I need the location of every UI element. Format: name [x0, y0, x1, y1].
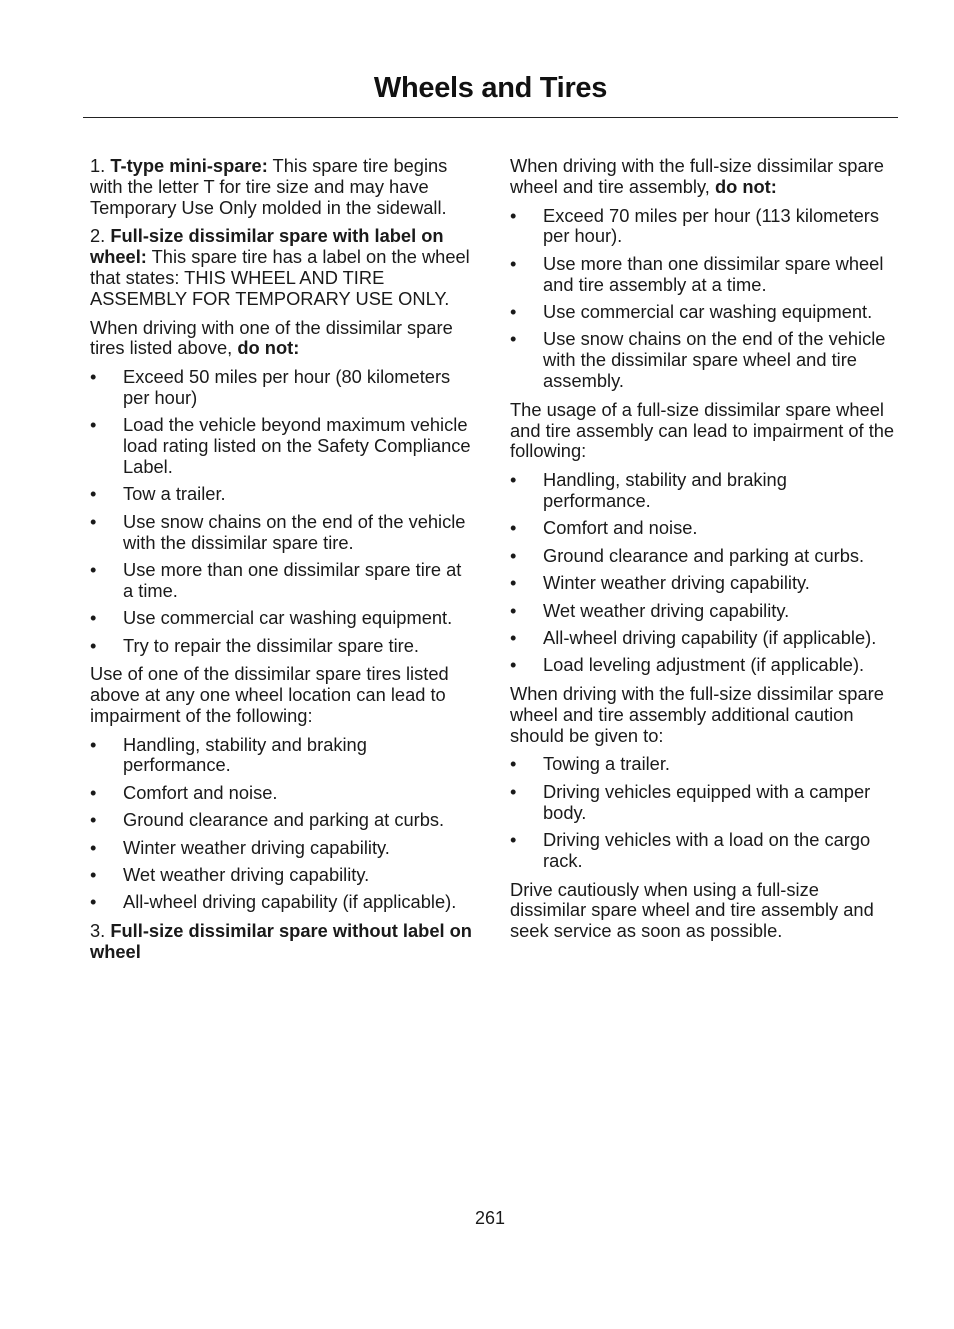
- list-item-text: Comfort and noise.: [543, 517, 698, 539]
- bullet-icon: •: [510, 626, 517, 648]
- right-usage-list: [510, 470, 896, 676]
- list-item: [90, 367, 474, 409]
- item-1-number: 1.: [90, 155, 106, 176]
- list-item: [90, 415, 474, 477]
- bullet-icon: •: [510, 654, 517, 676]
- bullet-icon: •: [510, 252, 517, 274]
- item-2-paragraph: [90, 226, 474, 309]
- item-3-heading: Full-size dissimilar spare without label on wheel: [90, 920, 472, 963]
- list-item-text: Exceed 70 miles per hour (113 kilometers per hour).: [543, 204, 879, 247]
- list-item: [90, 892, 474, 913]
- bullet-icon: •: [510, 780, 517, 802]
- bullet-icon: •: [90, 366, 97, 388]
- caution-intro: When driving with the full-size dissimilar spare wheel and tire assembly additional caution should be given to:: [510, 683, 884, 746]
- bullet-icon: •: [510, 204, 517, 226]
- list-item: [510, 470, 896, 512]
- bullet-icon: •: [90, 607, 97, 629]
- bullet-icon: •: [90, 781, 97, 803]
- page-title: Wheels and Tires: [373, 72, 608, 104]
- list-item-text: Handling, stability and braking performance.: [543, 469, 787, 511]
- list-item-text: Use snow chains on the end of the vehicle with the dissimilar spare wheel and tire assembly.: [543, 328, 886, 391]
- bullet-icon: •: [90, 558, 97, 580]
- item-2-text: This spare tire has a label on the wheel that states: THIS WHEEL AND TIRE ASSEMBLY FOR TEMPORARY USE ONLY.: [90, 246, 470, 309]
- bullet-icon: •: [90, 809, 97, 831]
- list-item: [510, 546, 896, 567]
- list-item-text: Try to repair the dissimilar spare tire.: [123, 634, 419, 656]
- right-column: [510, 156, 896, 950]
- list-item: [90, 838, 474, 859]
- list-item-text: Handling, stability and braking performance.: [123, 733, 367, 776]
- bullet-icon: •: [510, 599, 517, 621]
- list-item-text: Winter weather driving capability.: [123, 836, 390, 858]
- bullet-icon: •: [90, 891, 97, 913]
- list-item: [90, 810, 474, 831]
- list-item: [510, 655, 896, 676]
- list-item: [510, 329, 896, 391]
- left-donot-list: [90, 367, 474, 656]
- bullet-icon: •: [90, 483, 97, 505]
- left-column: [90, 156, 474, 971]
- right-donot-intro-text: When driving with the full-size dissimilar spare wheel and tire assembly,: [510, 155, 884, 197]
- bullet-icon: •: [90, 510, 97, 532]
- list-item: [510, 782, 896, 824]
- item-1-heading: T-type mini-spare:: [110, 155, 268, 176]
- right-donot-intro-paragraph: [510, 156, 896, 198]
- item-1-paragraph: [90, 156, 474, 218]
- bullet-icon: •: [90, 414, 97, 436]
- list-item-text: Towing a trailer.: [543, 753, 671, 775]
- list-item: [510, 254, 896, 296]
- list-item: [90, 865, 474, 886]
- list-item-text: All-wheel driving capability (if applicable).: [543, 626, 877, 648]
- list-item-text: Wet weather driving capability.: [123, 864, 370, 886]
- list-item: [510, 302, 896, 323]
- donot-intro-bold: do not:: [237, 337, 300, 359]
- bullet-icon: •: [90, 733, 97, 755]
- bullet-icon: •: [510, 829, 517, 851]
- list-item: [510, 628, 896, 649]
- right-caution-list: [510, 754, 896, 871]
- list-item: [90, 636, 474, 657]
- right-donot-list: [510, 206, 896, 392]
- impairment-intro: Use of one of the dissimilar spare tires listed above at any one wheel location can lead to impairment of the following:: [90, 663, 449, 726]
- bullet-icon: •: [90, 634, 97, 656]
- item-2-number: 2.: [90, 225, 106, 247]
- list-item: [510, 206, 896, 248]
- list-item: [90, 608, 474, 629]
- bullet-icon: •: [510, 300, 517, 322]
- page-number: 261: [474, 1208, 506, 1228]
- bullet-icon: •: [90, 864, 97, 886]
- list-item: [510, 573, 896, 594]
- list-item-text: Load the vehicle beyond maximum vehicle load rating listed on the Safety Compliance Label.: [123, 414, 471, 477]
- list-item-text: Use commercial car washing equipment.: [543, 300, 873, 322]
- left-impairment-list: [90, 735, 474, 914]
- right-donot-intro-bold: do not:: [714, 175, 777, 197]
- list-item-text: Use more than one dissimilar spare tire at a time.: [123, 558, 462, 601]
- bullet-icon: •: [510, 517, 517, 539]
- item-3-number: 3.: [90, 920, 106, 942]
- item-1-text: This spare tire begins with the letter T for tire size and may have Temporary Use Only molded in the sidewall.: [90, 155, 448, 218]
- usage-intro: The usage of a full-size dissimilar spare wheel and tire assembly can lead to impairment of the following:: [510, 398, 895, 462]
- list-item: [90, 735, 474, 777]
- list-item-text: All-wheel driving capability (if applicable).: [123, 891, 457, 913]
- bullet-icon: •: [510, 572, 517, 594]
- bullet-icon: •: [510, 328, 517, 350]
- list-item: [510, 830, 896, 872]
- list-item-text: Use more than one dissimilar spare wheel and tire assembly at a time.: [543, 252, 884, 295]
- list-item-text: Wet weather driving capability.: [543, 599, 790, 621]
- list-item-text: Exceed 50 miles per hour (80 kilometers per hour): [123, 366, 451, 408]
- list-item-text: Ground clearance and parking at curbs.: [123, 809, 445, 831]
- list-item-text: Comfort and noise.: [123, 781, 278, 803]
- bullet-icon: •: [510, 753, 517, 775]
- list-item: [90, 560, 474, 602]
- list-item-text: Use snow chains on the end of the vehicle with the dissimilar spare tire.: [123, 510, 466, 553]
- title-divider: [83, 117, 898, 118]
- donot-intro-paragraph: [90, 318, 474, 360]
- donot-intro-text: When driving with one of the dissimilar spare tires listed above,: [90, 316, 453, 359]
- list-item-text: Use commercial car washing equipment.: [123, 607, 453, 629]
- item-3-paragraph: [90, 921, 474, 963]
- list-item: [90, 783, 474, 804]
- list-item-text: Load leveling adjustment (if applicable).: [543, 654, 865, 676]
- list-item-text: Driving vehicles with a load on the cargo rack.: [543, 829, 871, 871]
- list-item-text: Winter weather driving capability.: [543, 572, 810, 594]
- list-item-text: Driving vehicles equipped with a camper body.: [543, 780, 871, 823]
- bullet-icon: •: [510, 469, 517, 491]
- list-item: [90, 484, 474, 505]
- list-item: [90, 512, 474, 554]
- bullet-icon: •: [90, 836, 97, 858]
- list-item: [510, 518, 896, 539]
- list-item: [510, 601, 896, 622]
- list-item-text: Ground clearance and parking at curbs.: [543, 544, 865, 566]
- closing-paragraph: Drive cautiously when using a full-size dissimilar spare wheel and tire assembly and seek service as soon as possible.: [510, 878, 874, 942]
- list-item: [510, 754, 896, 775]
- item-2-heading: Full-size dissimilar spare with label on wheel:: [90, 225, 444, 268]
- list-item-text: Tow a trailer.: [123, 483, 226, 505]
- bullet-icon: •: [510, 544, 517, 566]
